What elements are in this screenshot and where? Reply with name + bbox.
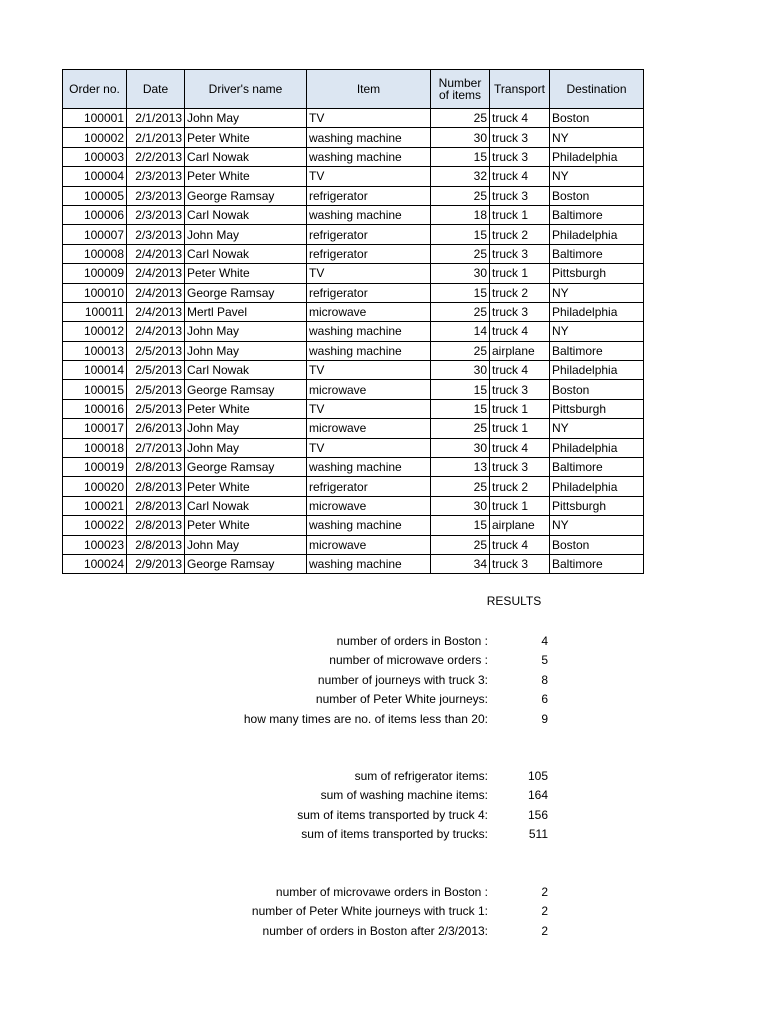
cell-transport: truck 4 bbox=[490, 438, 550, 457]
cell-date: 2/1/2013 bbox=[127, 109, 185, 128]
result-label: number of orders in Boston after 2/3/2013: bbox=[262, 923, 488, 938]
result-row bbox=[150, 767, 548, 786]
cell-date: 2/5/2013 bbox=[127, 380, 185, 399]
cell-date: 2/1/2013 bbox=[127, 128, 185, 147]
cell-driver-name: Peter White bbox=[185, 477, 307, 496]
cell-transport: truck 2 bbox=[490, 225, 550, 244]
cell-destination: Pittsburgh bbox=[550, 496, 644, 515]
cell-driver-name: Carl Nowak bbox=[185, 147, 307, 166]
cell-destination: Baltimore bbox=[550, 205, 644, 224]
cell-destination: Boston bbox=[550, 186, 644, 205]
cell-destination: Philadelphia bbox=[550, 477, 644, 496]
table-row bbox=[63, 283, 644, 302]
cell-date: 2/4/2013 bbox=[127, 264, 185, 283]
cell-number-of-items: 14 bbox=[431, 322, 490, 341]
cell-driver-name: Carl Nowak bbox=[185, 244, 307, 263]
cell-item: TV bbox=[307, 438, 431, 457]
result-value: 8 bbox=[541, 672, 548, 687]
cell-number-of-items: 25 bbox=[431, 302, 490, 321]
result-label: sum of items transported by truck 4: bbox=[297, 807, 488, 822]
result-value: 4 bbox=[541, 634, 548, 648]
table-row bbox=[63, 399, 644, 418]
cell-driver-name: George Ramsay bbox=[185, 554, 307, 573]
table-row bbox=[63, 535, 644, 554]
result-row bbox=[150, 902, 548, 921]
cell-order-no: 100017 bbox=[63, 419, 127, 438]
result-value: 2 bbox=[541, 923, 548, 938]
cell-destination: Philadelphia bbox=[550, 302, 644, 321]
cell-number-of-items: 30 bbox=[431, 128, 490, 147]
cell-number-of-items: 34 bbox=[431, 554, 490, 573]
cell-item: washing machine bbox=[307, 458, 431, 477]
table-row bbox=[63, 419, 644, 438]
cell-transport: truck 3 bbox=[490, 380, 550, 399]
cell-number-of-items: 25 bbox=[431, 419, 490, 438]
cell-driver-name: Carl Nowak bbox=[185, 205, 307, 224]
cell-order-no: 100021 bbox=[63, 496, 127, 515]
cell-destination: Baltimore bbox=[550, 244, 644, 263]
header-driver-name: Driver's name bbox=[185, 70, 307, 109]
cell-date: 2/7/2013 bbox=[127, 438, 185, 457]
table-row bbox=[63, 302, 644, 321]
table-row bbox=[63, 516, 644, 535]
cell-destination: Pittsburgh bbox=[550, 399, 644, 418]
cell-date: 2/3/2013 bbox=[127, 167, 185, 186]
result-row bbox=[150, 671, 548, 690]
cell-item: microwave bbox=[307, 419, 431, 438]
cell-item: TV bbox=[307, 167, 431, 186]
result-label: sum of washing machine items: bbox=[320, 788, 488, 803]
cell-item: washing machine bbox=[307, 147, 431, 166]
table-row bbox=[63, 128, 644, 147]
cell-destination: Philadelphia bbox=[550, 147, 644, 166]
cell-order-no: 100009 bbox=[63, 264, 127, 283]
result-value: 2 bbox=[541, 885, 548, 899]
cell-driver-name: John May bbox=[185, 535, 307, 554]
cell-destination: NY bbox=[550, 167, 644, 186]
results-title: RESULTS bbox=[486, 594, 542, 608]
cell-driver-name: George Ramsay bbox=[185, 186, 307, 205]
result-row bbox=[150, 883, 548, 902]
cell-driver-name: Peter White bbox=[185, 128, 307, 147]
cell-number-of-items: 25 bbox=[431, 535, 490, 554]
cell-transport: airplane bbox=[490, 516, 550, 535]
result-label: number of Peter White journeys: bbox=[315, 692, 488, 707]
cell-transport: truck 4 bbox=[490, 535, 550, 554]
table-row bbox=[63, 458, 644, 477]
cell-driver-name: John May bbox=[185, 322, 307, 341]
cell-number-of-items: 25 bbox=[431, 477, 490, 496]
cell-date: 2/2/2013 bbox=[127, 147, 185, 166]
cell-destination: Philadelphia bbox=[550, 438, 644, 457]
table-row bbox=[63, 109, 644, 128]
cell-transport: airplane bbox=[490, 341, 550, 360]
cell-transport: truck 3 bbox=[490, 554, 550, 573]
cell-item: TV bbox=[307, 361, 431, 380]
cell-order-no: 100008 bbox=[63, 244, 127, 263]
cell-date: 2/8/2013 bbox=[127, 477, 185, 496]
result-row bbox=[150, 651, 548, 670]
result-row bbox=[150, 632, 548, 651]
cell-transport: truck 3 bbox=[490, 302, 550, 321]
cell-number-of-items: 25 bbox=[431, 341, 490, 360]
cell-date: 2/4/2013 bbox=[127, 322, 185, 341]
cell-date: 2/5/2013 bbox=[127, 341, 185, 360]
table-row bbox=[63, 225, 644, 244]
header-transport: Transport bbox=[490, 70, 550, 109]
cell-order-no: 100005 bbox=[63, 186, 127, 205]
cell-order-no: 100001 bbox=[63, 109, 127, 128]
cell-date: 2/4/2013 bbox=[127, 302, 185, 321]
result-value: 6 bbox=[541, 692, 548, 707]
result-label: number of microwave orders : bbox=[329, 653, 488, 668]
table-row bbox=[63, 438, 644, 457]
cell-destination: Philadelphia bbox=[550, 225, 644, 244]
cell-destination: Baltimore bbox=[550, 554, 644, 573]
cell-transport: truck 3 bbox=[490, 458, 550, 477]
cell-driver-name: John May bbox=[185, 419, 307, 438]
result-label: how many times are no. of items less than 20: bbox=[243, 711, 488, 726]
cell-order-no: 100020 bbox=[63, 477, 127, 496]
cell-item: washing machine bbox=[307, 322, 431, 341]
cell-transport: truck 4 bbox=[490, 167, 550, 186]
cell-driver-name: John May bbox=[185, 341, 307, 360]
header-destination: Destination bbox=[550, 70, 644, 109]
table-row bbox=[63, 186, 644, 205]
cell-driver-name: John May bbox=[185, 109, 307, 128]
cell-number-of-items: 15 bbox=[431, 516, 490, 535]
cell-order-no: 100023 bbox=[63, 535, 127, 554]
result-value: 2 bbox=[541, 904, 548, 919]
cell-transport: truck 4 bbox=[490, 361, 550, 380]
cell-order-no: 100014 bbox=[63, 361, 127, 380]
cell-transport: truck 1 bbox=[490, 399, 550, 418]
cell-order-no: 100003 bbox=[63, 147, 127, 166]
cell-destination: Baltimore bbox=[550, 458, 644, 477]
cell-item: TV bbox=[307, 109, 431, 128]
cell-driver-name: Carl Nowak bbox=[185, 361, 307, 380]
cell-driver-name: George Ramsay bbox=[185, 283, 307, 302]
cell-date: 2/3/2013 bbox=[127, 205, 185, 224]
cell-order-no: 100024 bbox=[63, 554, 127, 573]
table-row bbox=[63, 147, 644, 166]
cell-destination: NY bbox=[550, 419, 644, 438]
table-row bbox=[63, 554, 644, 573]
cell-item: washing machine bbox=[307, 516, 431, 535]
cell-transport: truck 4 bbox=[490, 109, 550, 128]
cell-number-of-items: 30 bbox=[431, 361, 490, 380]
cell-transport: truck 3 bbox=[490, 128, 550, 147]
result-label: sum of items transported by trucks: bbox=[301, 827, 488, 842]
cell-transport: truck 1 bbox=[490, 205, 550, 224]
table-row bbox=[63, 244, 644, 263]
cell-driver-name: George Ramsay bbox=[185, 458, 307, 477]
cell-order-no: 100012 bbox=[63, 322, 127, 341]
cell-order-no: 100022 bbox=[63, 516, 127, 535]
cell-date: 2/8/2013 bbox=[127, 535, 185, 554]
cell-order-no: 100004 bbox=[63, 167, 127, 186]
table-row bbox=[63, 205, 644, 224]
cell-date: 2/4/2013 bbox=[127, 244, 185, 263]
cell-driver-name: John May bbox=[185, 438, 307, 457]
result-row bbox=[150, 806, 548, 825]
cell-transport: truck 3 bbox=[490, 244, 550, 263]
cell-order-no: 100007 bbox=[63, 225, 127, 244]
cell-transport: truck 1 bbox=[490, 264, 550, 283]
result-label: sum of refrigerator items: bbox=[354, 769, 488, 783]
cell-number-of-items: 18 bbox=[431, 205, 490, 224]
result-label: number of Peter White journeys with truck 1: bbox=[251, 904, 488, 919]
result-row bbox=[150, 710, 548, 729]
cell-item: microwave bbox=[307, 496, 431, 515]
result-row bbox=[150, 690, 548, 709]
cell-date: 2/6/2013 bbox=[127, 419, 185, 438]
cell-item: TV bbox=[307, 264, 431, 283]
cell-order-no: 100006 bbox=[63, 205, 127, 224]
cell-item: microwave bbox=[307, 535, 431, 554]
cell-number-of-items: 13 bbox=[431, 458, 490, 477]
cell-item: washing machine bbox=[307, 205, 431, 224]
cell-driver-name: Peter White bbox=[185, 399, 307, 418]
cell-driver-name: Carl Nowak bbox=[185, 496, 307, 515]
cell-order-no: 100018 bbox=[63, 438, 127, 457]
table-row bbox=[63, 496, 644, 515]
cell-date: 2/5/2013 bbox=[127, 399, 185, 418]
result-value: 9 bbox=[541, 711, 548, 726]
header-number-of-items: Number of items bbox=[431, 70, 490, 109]
result-value: 164 bbox=[527, 788, 548, 803]
cell-number-of-items: 15 bbox=[431, 380, 490, 399]
cell-number-of-items: 25 bbox=[431, 186, 490, 205]
header-date: Date bbox=[127, 70, 185, 109]
cell-item: refrigerator bbox=[307, 477, 431, 496]
cell-date: 2/3/2013 bbox=[127, 225, 185, 244]
cell-date: 2/9/2013 bbox=[127, 554, 185, 573]
table-row bbox=[63, 341, 644, 360]
cell-destination: Philadelphia bbox=[550, 361, 644, 380]
cell-transport: truck 1 bbox=[490, 419, 550, 438]
cell-destination: NY bbox=[550, 283, 644, 302]
result-value: 105 bbox=[527, 769, 548, 783]
result-label: number of microvawe orders in Boston : bbox=[275, 885, 488, 899]
cell-number-of-items: 15 bbox=[431, 225, 490, 244]
cell-date: 2/4/2013 bbox=[127, 283, 185, 302]
cell-item: refrigerator bbox=[307, 186, 431, 205]
table-header-row bbox=[63, 70, 644, 109]
cell-driver-name: Peter White bbox=[185, 264, 307, 283]
cell-destination: Boston bbox=[550, 380, 644, 399]
cell-number-of-items: 30 bbox=[431, 264, 490, 283]
cell-driver-name: George Ramsay bbox=[185, 380, 307, 399]
result-label: number of journeys with truck 3: bbox=[317, 672, 488, 687]
cell-driver-name: Mertl Pavel bbox=[185, 302, 307, 321]
cell-transport: truck 3 bbox=[490, 186, 550, 205]
cell-number-of-items: 25 bbox=[431, 109, 490, 128]
cell-order-no: 100002 bbox=[63, 128, 127, 147]
cell-transport: truck 1 bbox=[490, 496, 550, 515]
cell-date: 2/8/2013 bbox=[127, 496, 185, 515]
cell-destination: Pittsburgh bbox=[550, 264, 644, 283]
cell-destination: Boston bbox=[550, 535, 644, 554]
cell-destination: NY bbox=[550, 322, 644, 341]
cell-destination: NY bbox=[550, 128, 644, 147]
cell-date: 2/8/2013 bbox=[127, 458, 185, 477]
table-row bbox=[63, 477, 644, 496]
cell-number-of-items: 25 bbox=[431, 244, 490, 263]
table-row bbox=[63, 264, 644, 283]
cell-number-of-items: 30 bbox=[431, 438, 490, 457]
cell-transport: truck 2 bbox=[490, 477, 550, 496]
result-value: 511 bbox=[528, 827, 548, 842]
cell-item: washing machine bbox=[307, 341, 431, 360]
cell-order-no: 100010 bbox=[63, 283, 127, 302]
cell-destination: Baltimore bbox=[550, 341, 644, 360]
cell-date: 2/3/2013 bbox=[127, 186, 185, 205]
table-row bbox=[63, 380, 644, 399]
cell-destination: Boston bbox=[550, 109, 644, 128]
cell-date: 2/8/2013 bbox=[127, 516, 185, 535]
cell-order-no: 100011 bbox=[63, 302, 127, 321]
cell-order-no: 100019 bbox=[63, 458, 127, 477]
cell-date: 2/5/2013 bbox=[127, 361, 185, 380]
header-order-no: Order no. bbox=[63, 70, 127, 109]
cell-item: washing machine bbox=[307, 554, 431, 573]
cell-item: refrigerator bbox=[307, 283, 431, 302]
cell-item: refrigerator bbox=[307, 225, 431, 244]
result-label: number of orders in Boston : bbox=[336, 634, 488, 648]
cell-item: washing machine bbox=[307, 128, 431, 147]
cell-number-of-items: 15 bbox=[431, 399, 490, 418]
cell-item: microwave bbox=[307, 302, 431, 321]
table-row bbox=[63, 322, 644, 341]
result-value: 5 bbox=[541, 653, 548, 668]
cell-driver-name: Peter White bbox=[185, 167, 307, 186]
result-row bbox=[150, 786, 548, 805]
cell-item: TV bbox=[307, 399, 431, 418]
cell-number-of-items: 32 bbox=[431, 167, 490, 186]
header-item: Item bbox=[307, 70, 431, 109]
cell-transport: truck 4 bbox=[490, 322, 550, 341]
orders-table bbox=[62, 69, 644, 574]
cell-number-of-items: 15 bbox=[431, 283, 490, 302]
cell-driver-name: John May bbox=[185, 225, 307, 244]
cell-transport: truck 3 bbox=[490, 147, 550, 166]
cell-item: refrigerator bbox=[307, 244, 431, 263]
cell-order-no: 100016 bbox=[63, 399, 127, 418]
cell-order-no: 100013 bbox=[63, 341, 127, 360]
result-value: 156 bbox=[527, 807, 548, 822]
cell-item: microwave bbox=[307, 380, 431, 399]
result-row bbox=[150, 825, 548, 844]
cell-order-no: 100015 bbox=[63, 380, 127, 399]
result-row bbox=[150, 922, 548, 941]
cell-number-of-items: 15 bbox=[431, 147, 490, 166]
cell-number-of-items: 30 bbox=[431, 496, 490, 515]
cell-destination: NY bbox=[550, 516, 644, 535]
cell-driver-name: Peter White bbox=[185, 516, 307, 535]
cell-transport: truck 2 bbox=[490, 283, 550, 302]
table-row bbox=[63, 361, 644, 380]
table-row bbox=[63, 167, 644, 186]
